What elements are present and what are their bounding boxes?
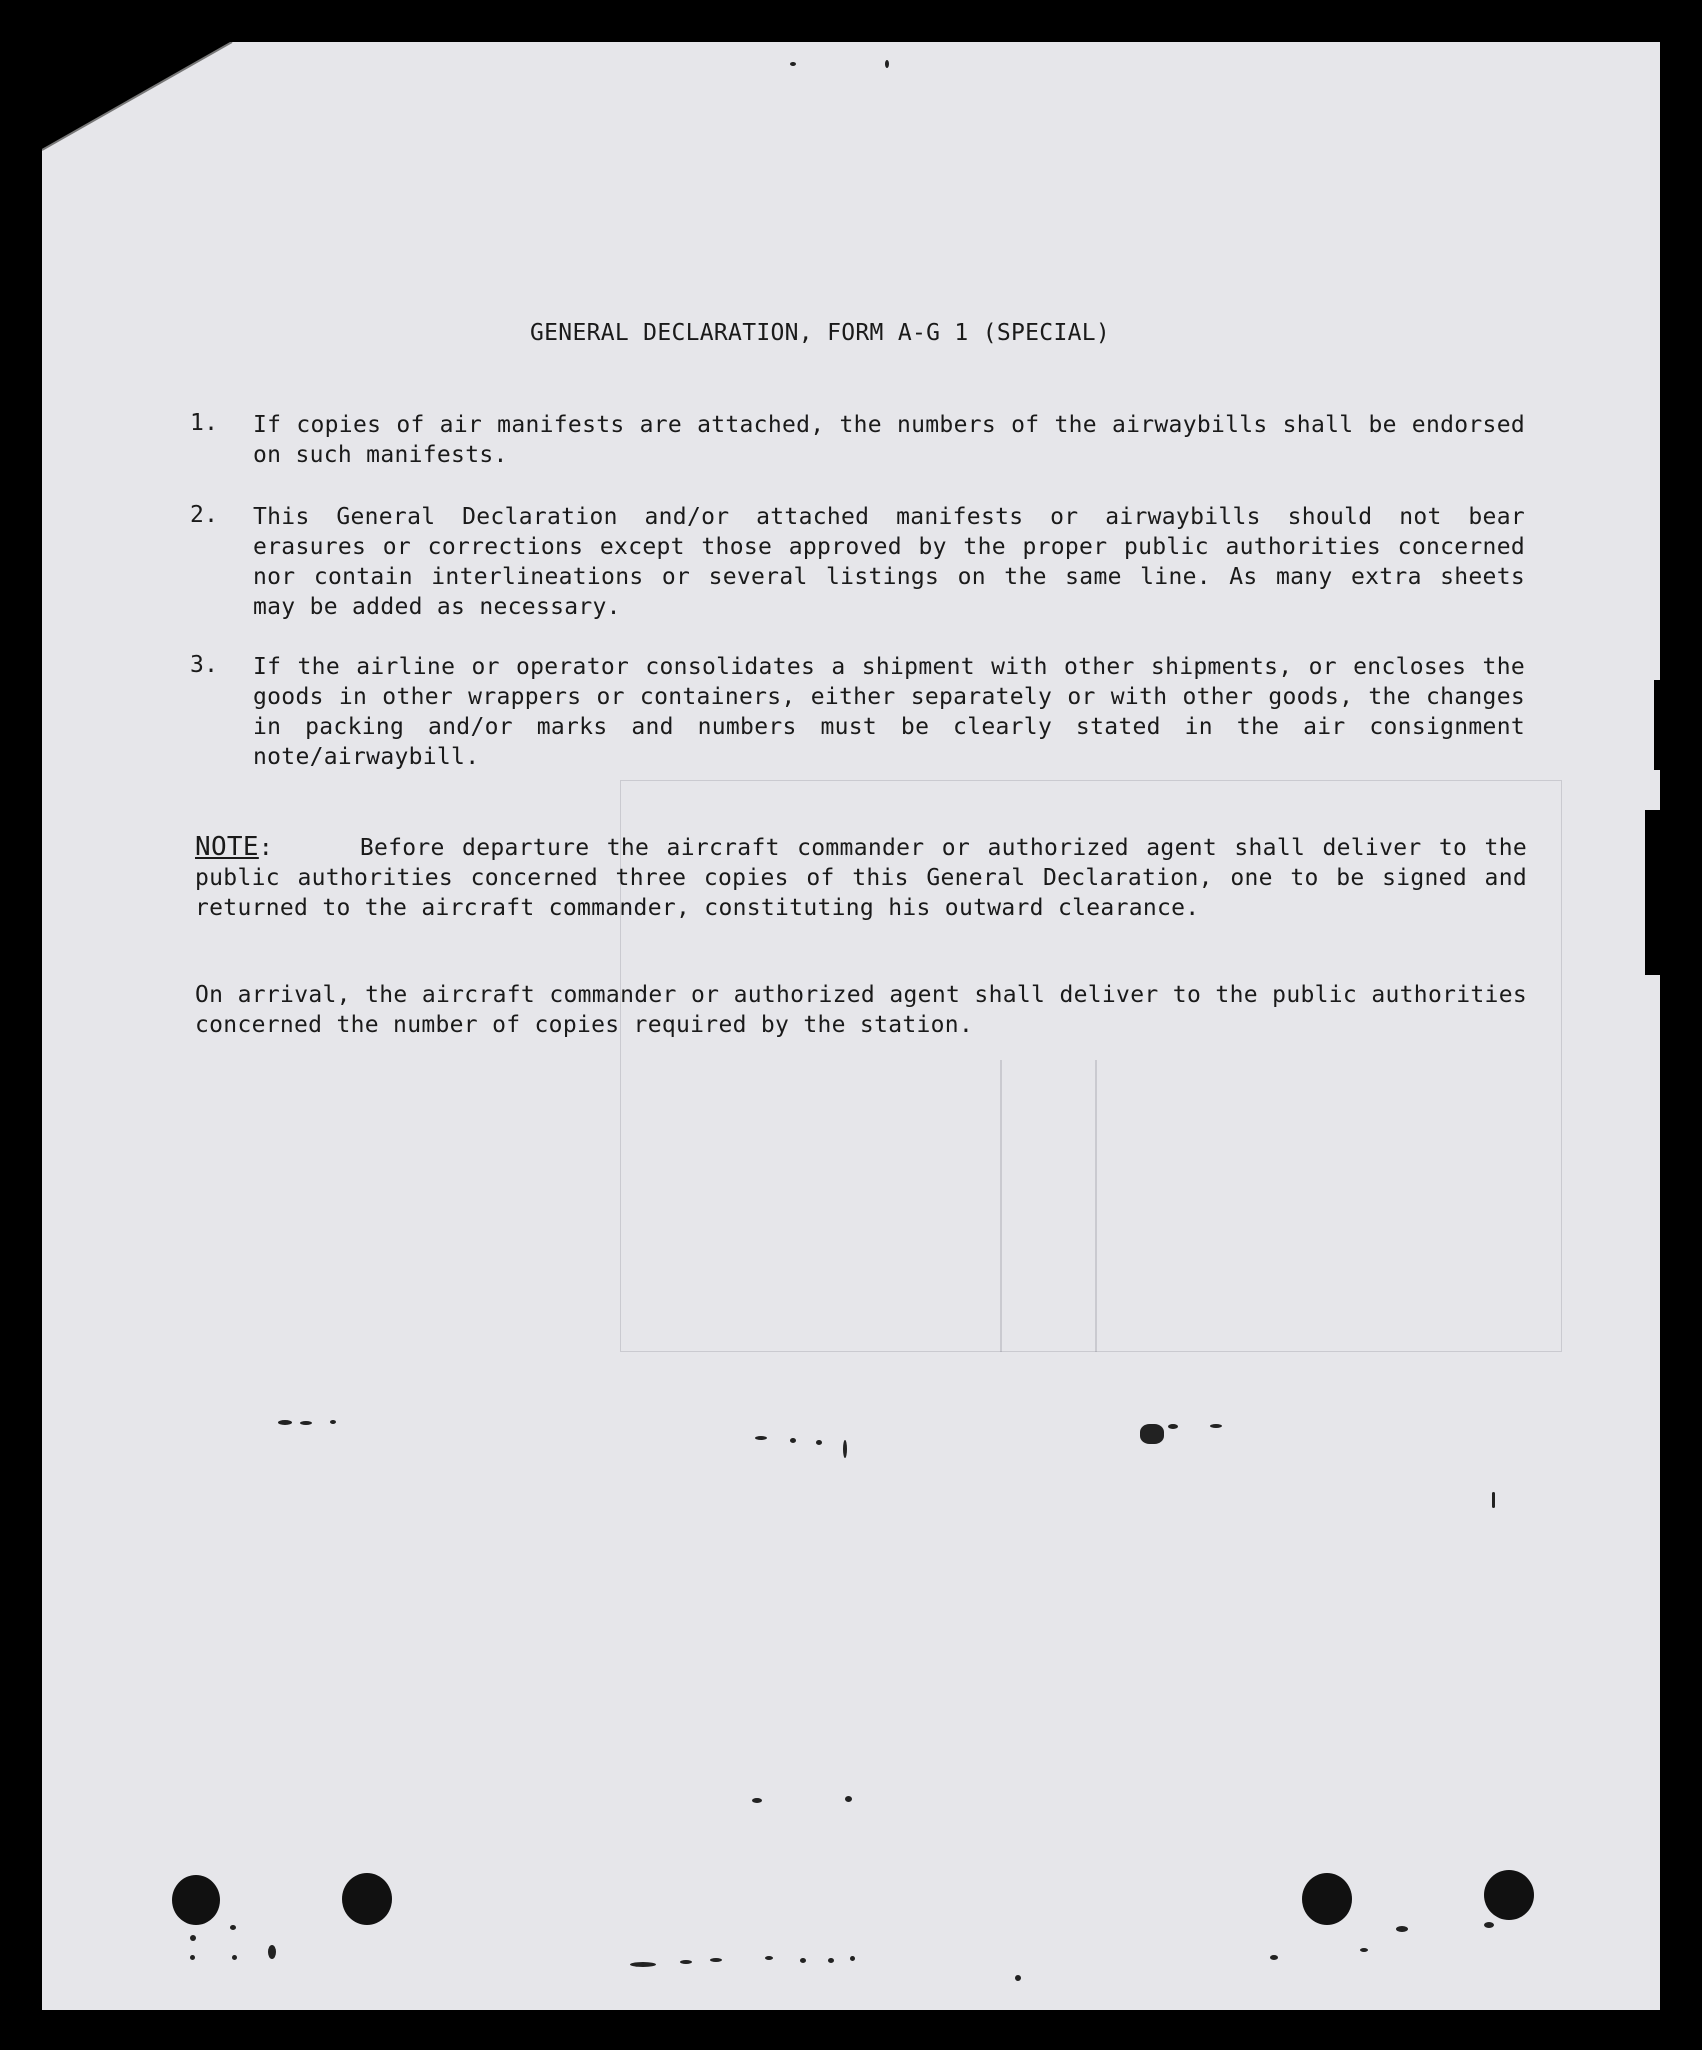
ink-speck: [1396, 1926, 1408, 1932]
ink-speck: [816, 1440, 822, 1445]
item-text: This General Declaration and/or attached manifests or airwaybills should not bear erasures or corrections except those approved by the proper public authorities concerned nor contain interlineations or several listings on the same line. As many extra sheets may be added as necessary.: [253, 504, 1525, 620]
ink-speck: [843, 1440, 847, 1458]
ink-speck: [1210, 1424, 1222, 1428]
note-label: NOTE: [195, 832, 259, 862]
bleed-through-divider-2: [1095, 1060, 1097, 1352]
document-title: GENERAL DECLARATION, FORM A-G 1 (SPECIAL): [530, 320, 1111, 346]
ink-speck: [230, 1925, 236, 1930]
arrival-paragraph: On arrival, the aircraft commander or authorized agent shall deliver to the public authorities concerned the number of copies required by the station.: [195, 982, 1527, 1038]
ink-speck: [1492, 1492, 1495, 1508]
ink-speck: [278, 1420, 292, 1425]
ink-speck: [755, 1436, 767, 1440]
ink-speck: [1484, 1922, 1494, 1928]
item-number: 3.: [190, 652, 219, 678]
ink-speck: [828, 1958, 834, 1963]
ink-speck: [1015, 1975, 1021, 1981]
item-number: 1.: [190, 410, 219, 436]
right-edge-tab-upper: [1654, 680, 1668, 770]
note-paragraph: [195, 832, 1527, 923]
punch-hole-left-1: [172, 1875, 220, 1925]
ink-speck: [790, 62, 796, 66]
ink-speck: [330, 1420, 336, 1424]
note-text: Before departure the aircraft commander or authorized agent shall deliver to the public authorities concerned three copies of this General Declaration, one to be signed and returned to the aircraft commander, constituting his outward clearance.: [195, 835, 1527, 921]
note-colon: :: [258, 835, 360, 861]
punch-hole-left-2: [342, 1873, 392, 1925]
folded-corner: [42, 42, 234, 152]
ink-speck: [1270, 1955, 1278, 1960]
ink-speck: [765, 1956, 773, 1960]
item-number: 2.: [190, 502, 219, 528]
ink-speck: [1360, 1948, 1368, 1952]
ink-speck: [232, 1955, 237, 1960]
bleed-through-divider-1: [1000, 1060, 1002, 1352]
ink-speck: [300, 1421, 312, 1425]
item-text: If copies of air manifests are attached, the numbers of the airwaybills shall be endorsed on such manifests.: [253, 412, 1525, 468]
ink-speck: [1168, 1424, 1178, 1429]
ink-speck: [1140, 1424, 1164, 1444]
ink-speck: [845, 1796, 852, 1802]
right-edge-tab-lower: [1645, 810, 1670, 975]
ink-speck: [790, 1438, 796, 1443]
ink-speck: [800, 1958, 806, 1963]
ink-speck: [190, 1935, 196, 1941]
item-text: If the airline or operator consolidates a shipment with other shipments, or encloses the goods in other wrappers or containers, either separately or with other goods, the changes in packing and/or marks and numbers must be clearly stated in the air consignment note/airwaybill.: [253, 654, 1525, 770]
ink-speck: [190, 1955, 195, 1960]
ink-speck: [710, 1958, 722, 1962]
ink-speck: [752, 1798, 762, 1803]
ink-speck: [630, 1962, 656, 1967]
punch-hole-right-1: [1302, 1873, 1352, 1925]
ink-speck: [268, 1945, 276, 1959]
ink-speck: [885, 60, 889, 68]
punch-hole-right-2: [1484, 1870, 1534, 1920]
ink-speck: [680, 1960, 692, 1964]
ink-speck: [850, 1956, 855, 1961]
